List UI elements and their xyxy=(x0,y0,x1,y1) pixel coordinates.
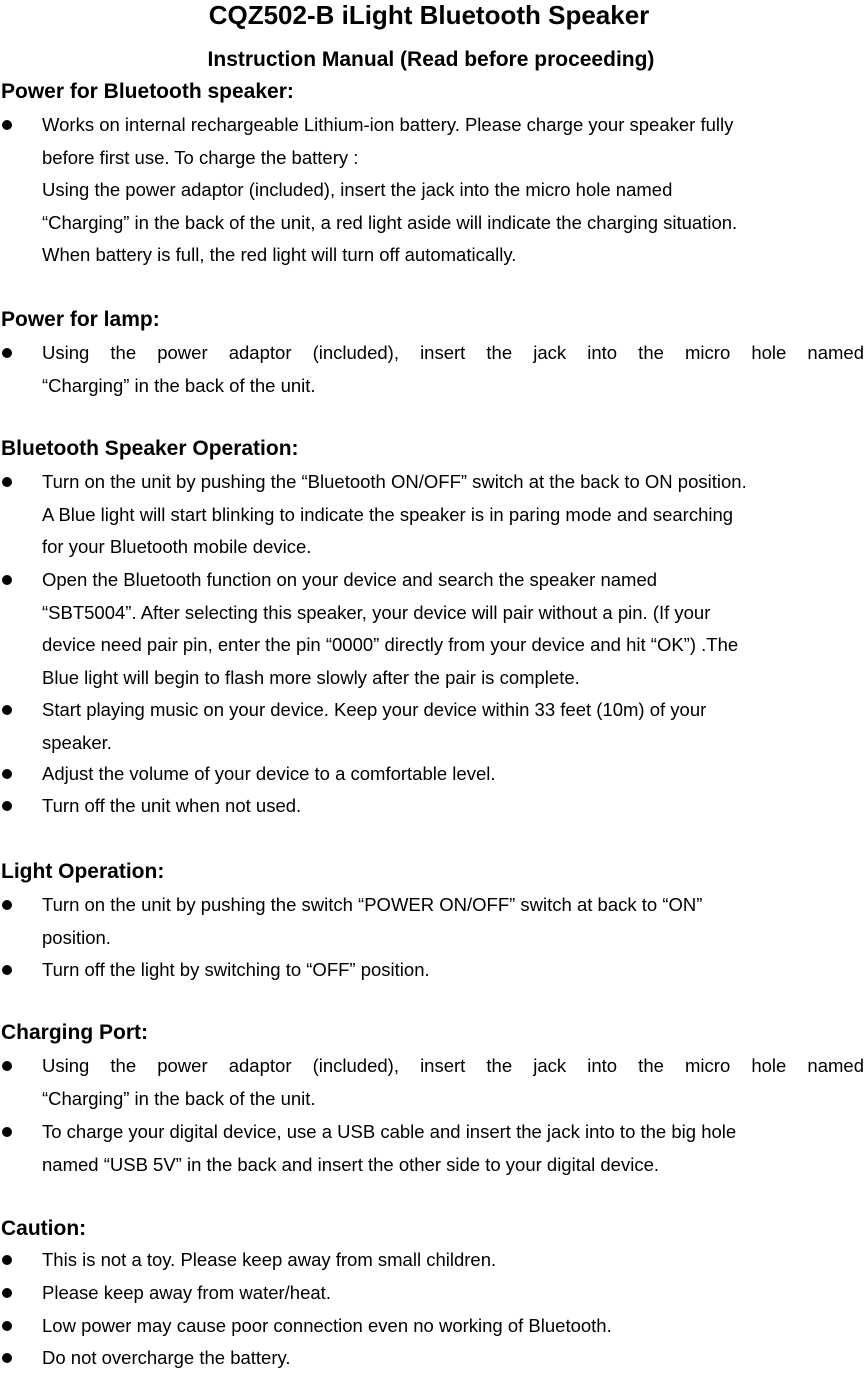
list-item-line: Low power may cause poor connection even no working of Bluetooth. xyxy=(42,1315,612,1336)
list-item-line: Works on internal rechargeable Lithium-ion battery. Please charge your speaker fully xyxy=(42,114,734,135)
list-item-line: “Charging” in the back of the unit, a red light aside will indicate the charging situation. xyxy=(42,211,738,233)
bullet-icon xyxy=(2,1353,12,1363)
list-item-line: “Charging” in the back of the unit. xyxy=(42,1087,316,1109)
list-item-line: device need pair pin, enter the pin “0000” directly from your device and hit “OK”) .The xyxy=(42,634,739,656)
list-item-line: Open the Bluetooth function on your device and search the speaker named xyxy=(42,569,658,590)
bullet-icon xyxy=(2,900,12,910)
list-item-line: Adjust the volume of your device to a comfortable level. xyxy=(42,763,496,784)
list-item-line: Turn off the light by switching to “OFF” position. xyxy=(42,959,430,980)
list-item-line: before first use. To charge the battery : xyxy=(42,146,359,168)
bullet-icon xyxy=(2,1061,12,1071)
list-item-line: Turn on the unit by pushing the switch “POWER ON/OFF” switch at back to “ON” xyxy=(42,894,703,915)
list-item-line: Turn off the unit when not used. xyxy=(42,795,302,816)
section-heading-caution: Caution: xyxy=(1,1217,87,1240)
list-item-line: Using the power adaptor (included), insert the jack into the micro hole named xyxy=(42,342,864,363)
list-item-line: position. xyxy=(42,926,111,948)
bullet-icon xyxy=(2,575,12,585)
list-item-line: When battery is full, the red light will turn off automatically. xyxy=(42,244,517,266)
list-item-line: Using the power adaptor (included), insert the jack into the micro hole named xyxy=(42,1055,864,1076)
bullet-icon xyxy=(2,965,12,975)
bullet-icon xyxy=(2,120,12,130)
bullet-icon xyxy=(2,477,12,487)
list-item-line: Turn on the unit by pushing the “Bluetooth ON/OFF” switch at the back to ON position. xyxy=(42,471,747,492)
bullet-icon xyxy=(2,1288,12,1298)
section-heading-light-operation: Light Operation: xyxy=(1,860,165,883)
section-heading-charging-port: Charging Port: xyxy=(1,1021,148,1044)
list-item-line: for your Bluetooth mobile device. xyxy=(42,536,312,558)
section-heading-power-lamp: Power for lamp: xyxy=(1,308,160,331)
page-subtitle: Instruction Manual (Read before proceeding) xyxy=(207,48,655,71)
list-item-line: speaker. xyxy=(42,731,112,753)
section-heading-bluetooth-operation: Bluetooth Speaker Operation: xyxy=(1,437,299,460)
bullet-icon xyxy=(2,1255,12,1265)
list-item-line: Start playing music on your device. Keep your device within 33 feet (10m) of your xyxy=(42,699,707,720)
bullet-icon xyxy=(2,348,12,358)
list-item-line: “Charging” in the back of the unit. xyxy=(42,374,316,396)
list-item-line: Blue light will begin to flash more slowly after the pair is complete. xyxy=(42,666,580,688)
bullet-icon xyxy=(2,1321,12,1331)
list-item-line: Please keep away from water/heat. xyxy=(42,1282,331,1303)
list-item-line: A Blue light will start blinking to indicate the speaker is in paring mode and searching xyxy=(42,503,734,525)
bullet-icon xyxy=(2,769,12,779)
list-item-line: “SBT5004”. After selecting this speaker, your device will pair without a pin. (If your xyxy=(42,601,711,623)
page-title: CQZ502-B iLight Bluetooth Speaker xyxy=(208,0,650,30)
list-item-line: named “USB 5V” in the back and insert the other side to your digital device. xyxy=(42,1153,660,1175)
section-heading-power-bluetooth: Power for Bluetooth speaker: xyxy=(1,80,294,103)
bullet-icon xyxy=(2,1127,12,1137)
bullet-icon xyxy=(2,705,12,715)
bullet-icon xyxy=(2,801,12,811)
list-item-line: To charge your digital device, use a USB cable and insert the jack into to the big hole xyxy=(42,1121,737,1142)
list-item-line: Using the power adaptor (included), insert the jack into the micro hole named xyxy=(42,179,673,201)
list-item-line: This is not a toy. Please keep away from small children. xyxy=(42,1249,497,1270)
list-item-line: Do not overcharge the battery. xyxy=(42,1347,291,1368)
